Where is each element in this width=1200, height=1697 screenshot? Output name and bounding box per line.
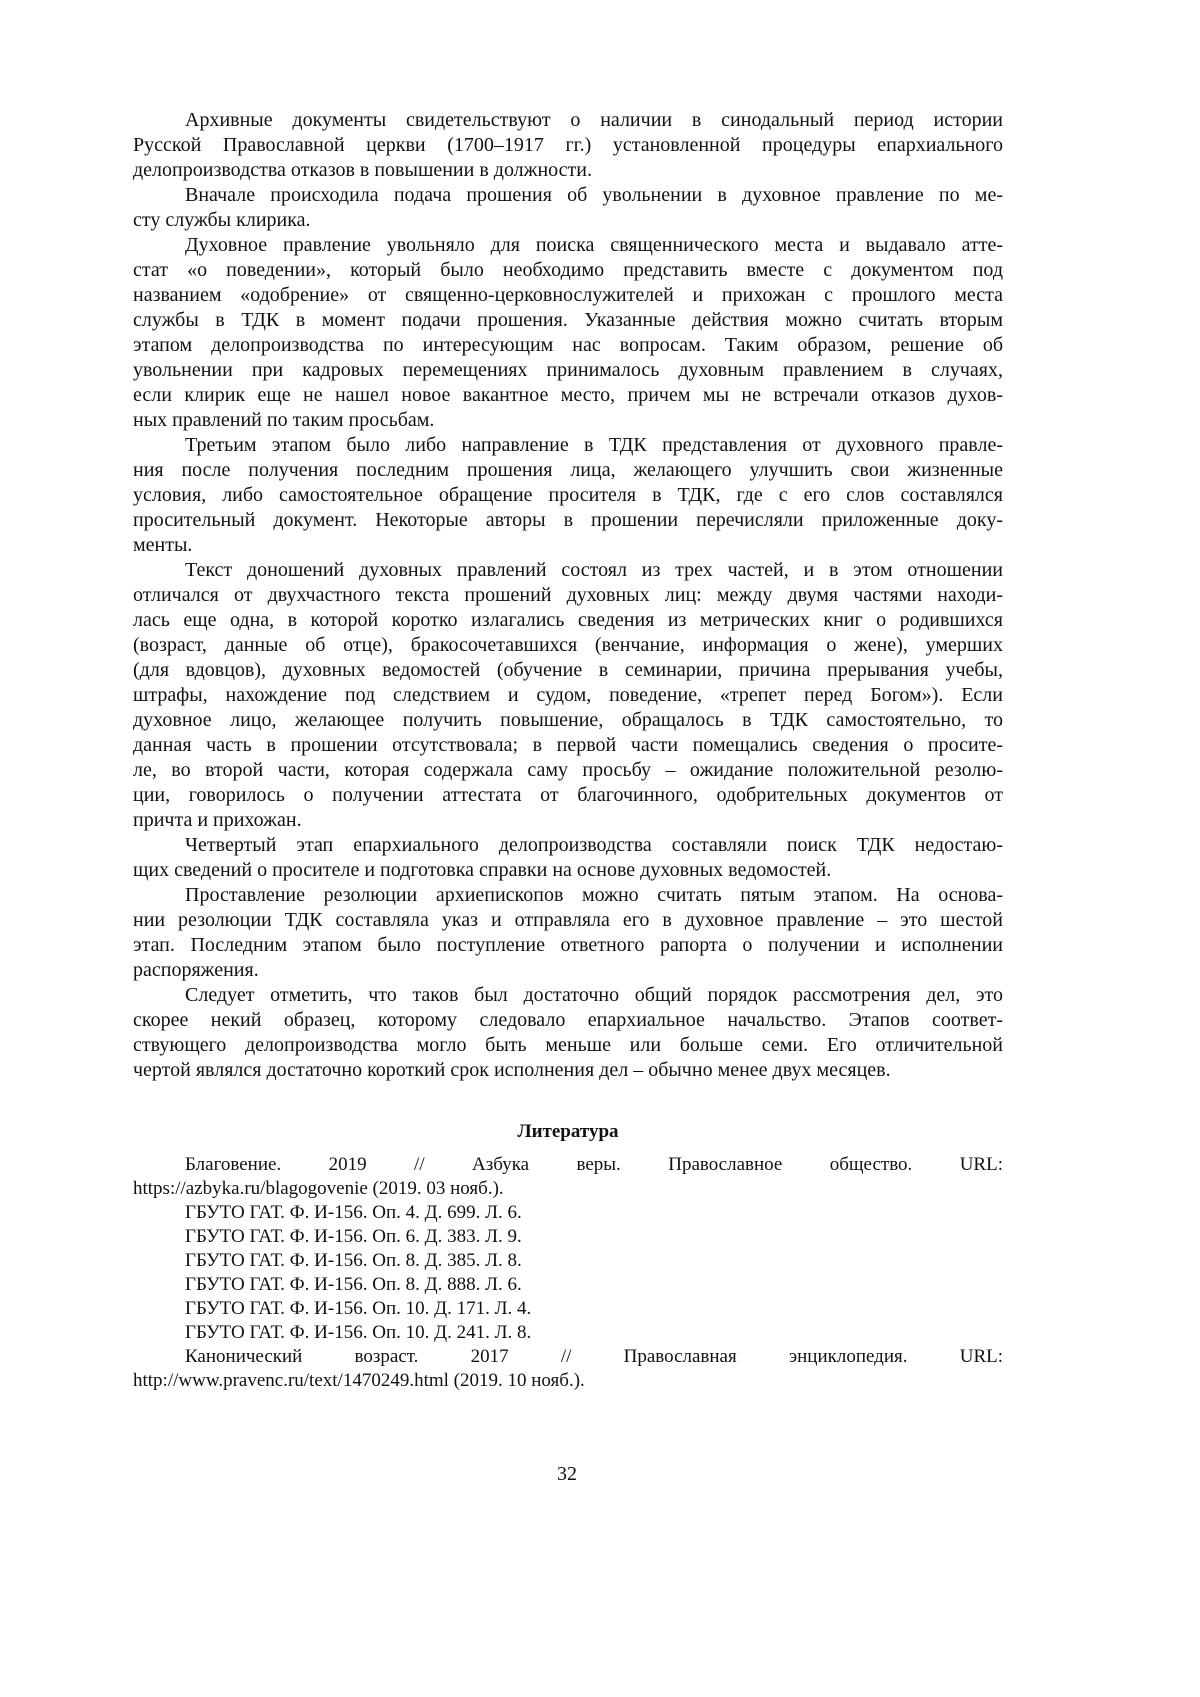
paragraph bbox=[133, 433, 1003, 558]
reference-item bbox=[133, 1297, 1003, 1321]
paragraph bbox=[133, 183, 1003, 233]
text-line: данная часть в прошении отсутствовала; в первой части помещались сведения о просите- bbox=[133, 733, 1003, 758]
text-line: Текст доношений духовных правлений состоял из трех частей, и в этом отношении bbox=[133, 558, 1003, 583]
text-line: Духовное правление увольняло для поиска священнического места и выдавало атте- bbox=[133, 233, 1003, 258]
text-line: сту службы клирика. bbox=[133, 208, 1003, 233]
text-line: штрафы, нахождение под следствием и судом, поведение, «трепет перед Богом»). Если bbox=[133, 683, 1003, 708]
paragraph bbox=[133, 883, 1003, 983]
text-line: Третьим этапом было либо направление в ТДК представления от духовного правле- bbox=[133, 433, 1003, 458]
text-line: ния после получения последним прошения лица, желающего улучшить свои жизненные bbox=[133, 458, 1003, 483]
text-line: (для вдовцов), духовных ведомостей (обучение в семинарии, причина прерывания учебы, bbox=[133, 658, 1003, 683]
text-line: этап. Последним этапом было поступление ответного рапорта о получении и исполнении bbox=[133, 933, 1003, 958]
text-line: скорее некий образец, которому следовало епархиальное начальство. Этапов соответ- bbox=[133, 1008, 1003, 1033]
text-line: Четвертый этап епархиального делопроизводства составляли поиск ТДК недостаю- bbox=[133, 833, 1003, 858]
text-line: ГБУТО ГАТ. Ф. И-156. Оп. 6. Д. 383. Л. 9. bbox=[133, 1225, 1003, 1249]
text-line: если клирик еще не нашел новое вакантное место, причем мы не встречали отказов духов- bbox=[133, 383, 1003, 408]
text-line: ГБУТО ГАТ. Ф. И-156. Оп. 8. Д. 888. Л. 6. bbox=[133, 1273, 1003, 1297]
text-line: лась еще одна, в которой коротко излагались сведения из метрических книг о родившихся bbox=[133, 608, 1003, 633]
text-line: чертой являлся достаточно короткий срок исполнения дел – обычно менее двух месяцев. bbox=[133, 1058, 1003, 1083]
text-line: распоряжения. bbox=[133, 958, 1003, 983]
text-line: ГБУТО ГАТ. Ф. И-156. Оп. 10. Д. 241. Л. 8. bbox=[133, 1321, 1003, 1345]
paragraph bbox=[133, 233, 1003, 433]
text-line: просительный документ. Некоторые авторы в прошении перечисляли приложенные доку- bbox=[133, 508, 1003, 533]
text-line: службы в ТДК в момент подачи прошения. Указанные действия можно считать вторым bbox=[133, 308, 1003, 333]
text-line: ствующего делопроизводства могло быть меньше или больше семи. Его отличительной bbox=[133, 1033, 1003, 1058]
text-line: http://www.pravenc.ru/text/1470249.html (2019. 10 нояб.). bbox=[133, 1369, 1003, 1393]
reference-item bbox=[133, 1345, 1003, 1393]
text-line: нии резолюции ТДК составляла указ и отправляла его в духовное правление – это шестой bbox=[133, 908, 1003, 933]
reference-item bbox=[133, 1321, 1003, 1345]
text-line: Вначале происходила подача прошения об увольнении в духовное правление по ме- bbox=[133, 183, 1003, 208]
text-line: ГБУТО ГАТ. Ф. И-156. Оп. 4. Д. 699. Л. 6. bbox=[133, 1201, 1003, 1225]
references-heading: Литература bbox=[133, 1119, 1003, 1144]
text-line: отличался от двухчастного текста прошений духовных лиц: между двумя частями находи- bbox=[133, 583, 1003, 608]
text-line: Канонический возраст. 2017 // Православная энциклопедия. URL: bbox=[133, 1345, 1003, 1369]
paragraph bbox=[133, 983, 1003, 1083]
text-line: (возраст, данные об отце), бракосочетавшихся (венчание, информация о жене), умерших bbox=[133, 633, 1003, 658]
text-line: причта и прихожан. bbox=[133, 808, 1003, 833]
text-line: ГБУТО ГАТ. Ф. И-156. Оп. 10. Д. 171. Л. 4. bbox=[133, 1297, 1003, 1321]
text-line: ле, во второй части, которая содержала саму просьбу – ожидание положительной резолю- bbox=[133, 758, 1003, 783]
text-line: Благовение. 2019 // Азбука веры. Православное общество. URL: bbox=[133, 1153, 1003, 1177]
text-line: менты. bbox=[133, 533, 1003, 558]
paragraph bbox=[133, 833, 1003, 883]
text-line: https://azbyka.ru/blagogovenie (2019. 03 нояб.). bbox=[133, 1177, 1003, 1201]
text-line: названием «одобрение» от священно-церковнослужителей и прихожан с прошлого места bbox=[133, 283, 1003, 308]
text-line: стат «о поведении», который было необходимо представить вместе с документом под bbox=[133, 258, 1003, 283]
text-line: Следует отметить, что таков был достаточно общий порядок рассмотрения дел, это bbox=[133, 983, 1003, 1008]
text-line: духовное лицо, желающее получить повышение, обращалось в ТДК самостоятельно, то bbox=[133, 708, 1003, 733]
text-line: делопроизводства отказов в повышении в должности. bbox=[133, 158, 1003, 183]
reference-item bbox=[133, 1225, 1003, 1249]
reference-item bbox=[133, 1153, 1003, 1201]
paragraph bbox=[133, 108, 1003, 183]
text-line: щих сведений о просителе и подготовка справки на основе духовных ведомостей. bbox=[133, 858, 1003, 883]
text-line: ГБУТО ГАТ. Ф. И-156. Оп. 8. Д. 385. Л. 8. bbox=[133, 1249, 1003, 1273]
reference-item bbox=[133, 1273, 1003, 1297]
text-line: этапом делопроизводства по интересующим нас вопросам. Таким образом, решение об bbox=[133, 333, 1003, 358]
reference-item bbox=[133, 1201, 1003, 1225]
text-line: условия, либо самостоятельное обращение просителя в ТДК, где с его слов составлялся bbox=[133, 483, 1003, 508]
text-line: ции, говорилось о получении аттестата от благочинного, одобрительных документов от bbox=[133, 783, 1003, 808]
text-line: Русской Православной церкви (1700–1917 гг.) установленной процедуры епархиального bbox=[133, 133, 1003, 158]
body-text bbox=[133, 108, 1003, 1083]
references-list bbox=[133, 1153, 1003, 1393]
text-line: ных правлений по таким просьбам. bbox=[133, 408, 1003, 433]
text-line: Проставление резолюции архиепископов можно считать пятым этапом. На основа- bbox=[133, 883, 1003, 908]
paragraph bbox=[133, 558, 1003, 833]
text-line: Архивные документы свидетельствуют о наличии в синодальный период истории bbox=[133, 108, 1003, 133]
page-number: 32 bbox=[0, 1463, 1134, 1486]
text-line: увольнении при кадровых перемещениях принималось духовным правлением в случаях, bbox=[133, 358, 1003, 383]
reference-item bbox=[133, 1249, 1003, 1273]
